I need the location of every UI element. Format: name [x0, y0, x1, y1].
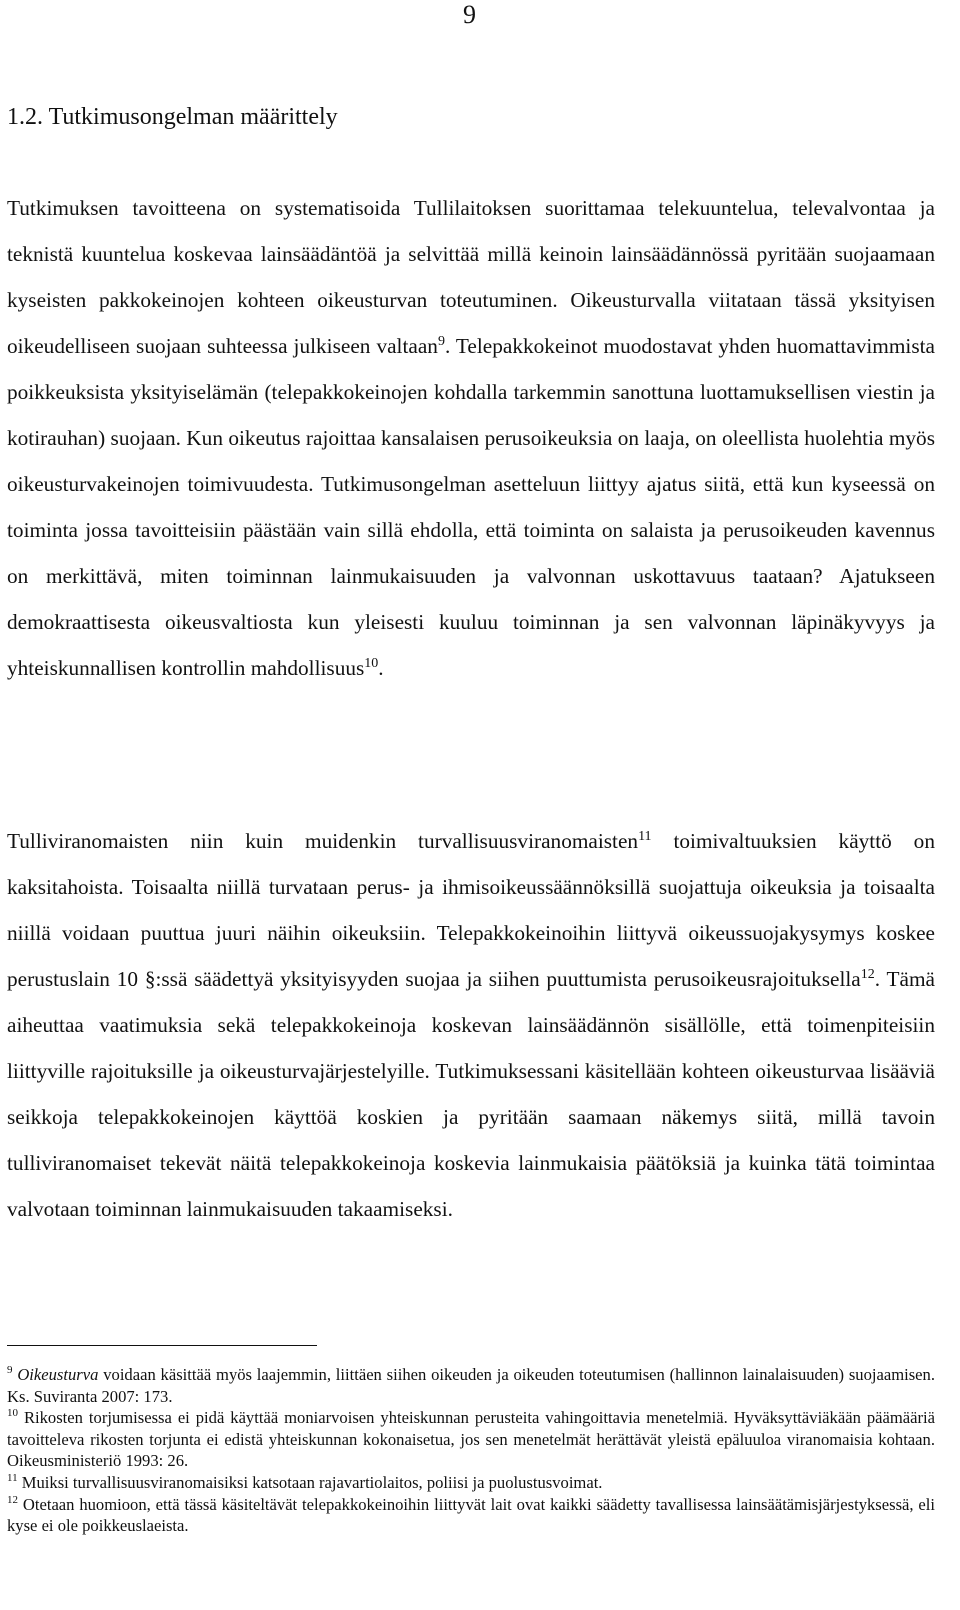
paragraph-1-text-a: Tutkimuksen tavoitteena on systematisoida Tullilaitoksen suorittamaa telekuuntelua, televalvontaa ja teknistä kuuntelua koskevaa lainsäädäntöä ja selvittää millä keinoin lainsäädännössä pyritään suojaamaan kyseisten pakkokeinojen kohteen oikeusturvan toteutuminen. Oikeusturvalla viitataan tässä yksityisen oikeudelliseen suojaan suhteessa julkiseen valtaan [7, 196, 935, 358]
paragraph-2-text-a: Tulliviranomaisten niin kuin muidenkin turvallisuusviranomaisten [7, 829, 639, 853]
footnote-divider [7, 1345, 317, 1346]
footnote-12 [7, 1494, 935, 1537]
footnote-ref-11[interactable]: 11 [638, 829, 652, 844]
footnote-text: Muiksi turvallisuusviranomaisiksi katsotaan rajavartiolaitos, poliisi ja puolustusvoimat. [17, 1472, 603, 1492]
footnote-text: voidaan käsittää myös laajemmin, liittäen siihen oikeuden ja oikeuden toteutumisen (hallinnon lainalaisuuden) suojaamisen. Ks. Suviranta 2007: 173. [7, 1365, 935, 1406]
footnote-ref-9[interactable]: 9 [437, 334, 445, 349]
paragraph-1-text-b: . Telepakkokeinot muodostavat yhden huomattavimmista poikkeuksista yksityiselämän (telepakkokeinojen kohdalla tarkemmin sanottuna luottamuksellisen viestin ja kotirauhan) suojaan. Kun oikeutus rajoittaa kansalaisen perusoikeuksia on laaja, on oleellista huolehtia myös oikeusturvakeinojen toimivuudesta. Tutkimusongelman asetteluun liittyy ajatus siitä, että kun kyseessä on toiminta jossa tavoitteisiin päästään vain sillä ehdolla, että toiminta on salaista ja perusoikeuden kavennus on merkittävä, miten toiminnan lainmukaisuuden ja valvonnan uskottavuus taataan? Ajatukseen demokraattisesta oikeusvaltiosta kun yleisesti kuuluu toiminnan ja sen valvonnan läpinäkyvyys ja yhteiskunnallisen kontrollin mahdollisuus [7, 334, 935, 680]
paragraph-2-text-b: toimivaltuuksien käyttö on kaksitahoista. Toisaalta niillä turvataan perus- ja ihmisoikeussäännöksillä suojattuja oikeuksia ja toisaalta niillä voidaan puuttua juuri näihin oikeuksiin. Telepakkokeinoihin liittyvä oikeussuojakysymys koskee perustuslain 10 §:ssä säädettyä yksityisyyden suojaa ja siihen puuttumista perusoikeusrajoituksella [7, 829, 935, 991]
paragraph-2-text-c: . Tämä aiheuttaa vaatimuksia sekä telepakkokeinoja koskevan lainsäädännön sisällölle, että toimenpiteisiin liittyville rajoituksille ja oikeusturvajärjestelyille. Tutkimuksessani käsitellään kohteen oikeusturvaa lisääviä seikkoja telepakkokeinojen käyttöä koskien ja pyritään saamaan näkemys siitä, millä tavoin tulliviranomaiset tekevät näitä telepakkokeinoja koskevia lainmukaisia päätöksiä ja kuinka tätä toimintaa valvotaan toiminnan lainmukaisuuden takaamiseksi. [7, 967, 935, 1221]
footnote-11 [7, 1472, 935, 1494]
paragraph-1-text-c: . [378, 656, 384, 680]
page-number: 9 [463, 0, 476, 29]
footnote-ref-10[interactable]: 10 [364, 656, 379, 671]
paragraph-2 [7, 818, 935, 1232]
footnote-number: 12 [7, 1493, 18, 1506]
footnote-ref-12[interactable]: 12 [860, 967, 875, 982]
section-heading: 1.2. Tutkimusongelman määrittely [7, 104, 338, 130]
footnote-italic-term: Oikeusturva [17, 1365, 99, 1384]
footnote-text: Rikosten torjumisessa ei pidä käyttää moniarvoisen yhteiskunnan perusteita vahingoittavia menetelmiä. Hyväksyttäviäkään päämääriä tavoitteleva rikosten torjunta ei edistä yhteiskunnan kokonaisetua, jos sen menetelmät herättävät yleistä epäluuloa viranomaisia kohtaan. Oikeusministeriö 1993: 26. [7, 1408, 935, 1471]
footnote-9 [7, 1364, 935, 1407]
footnote-number: 10 [7, 1407, 18, 1420]
footnote-10 [7, 1407, 935, 1472]
paragraph-1 [7, 185, 935, 691]
footnote-text: Otetaan huomioon, että tässä käsiteltävät telepakkokeinoihin liittyvät lait ovat kaikki säädetty tavallisessa lainsäätämisjärjestyksessä, eli kyse ei ole poikkeuslaeista. [7, 1494, 935, 1536]
footnotes [7, 1364, 935, 1537]
footnote-number: 9 [7, 1364, 13, 1376]
footnote-number: 11 [7, 1471, 18, 1484]
